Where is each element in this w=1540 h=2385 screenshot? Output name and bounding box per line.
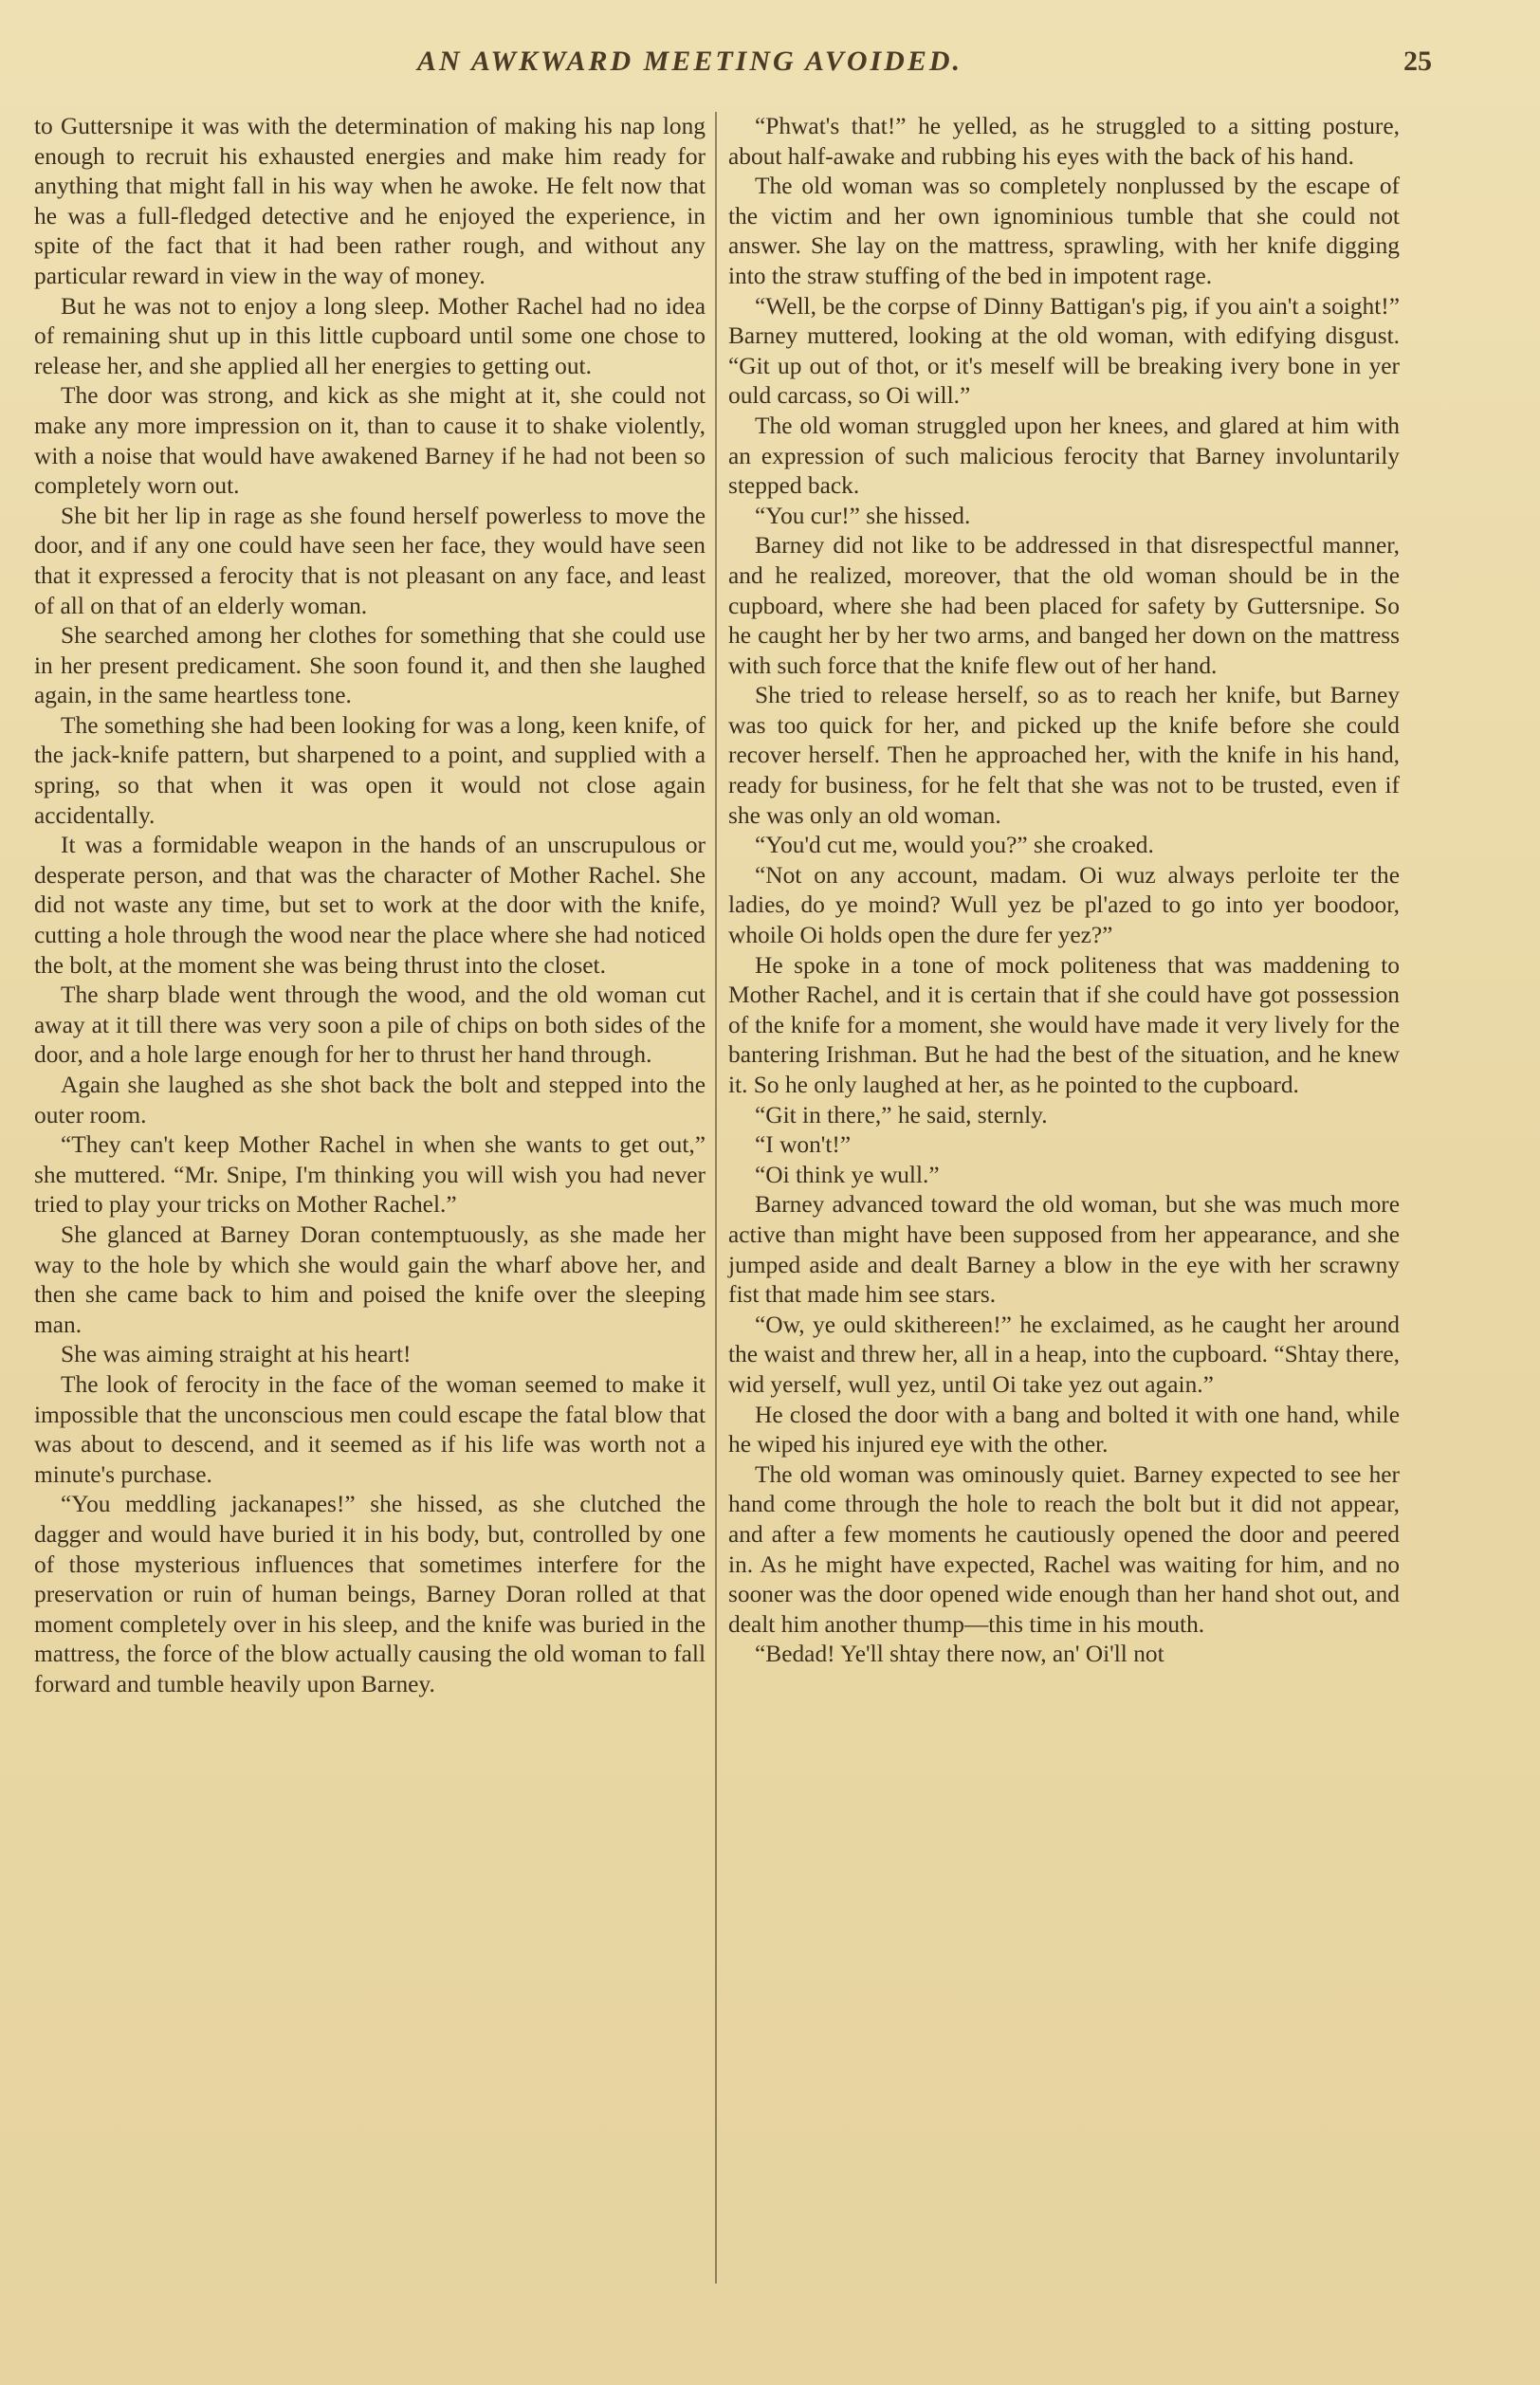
- paragraph: She tried to release herself, so as to reach her knife, but Barney was too quick for her, and picked up the knife before she could recover herself. Then he approached her, with the knife in his hand, ready for business, for he felt that she was not to be trusted, even if she was only an old woman.: [728, 682, 1400, 829]
- paragraph: “You cur!” she hissed.: [755, 502, 971, 529]
- paragraph: “They can't keep Mother Rachel in when she wants to get out,” she muttered. “Mr. Snipe, I'm thinking you will wish you had never tried to play your tricks on Mother Rachel.”: [34, 1131, 706, 1219]
- paragraph: It was a formidable weapon in the hands of an unscrupulous or desperate person, and that was the character of Mother Rachel. She did not waste any time, but set to work at the door with the knife, cutting a hole through the wood near the place where she had noticed the bolt, at the moment she was being thrust into the closet.: [34, 832, 706, 979]
- paragraph: “Git in there,” he said, sternly.: [755, 1101, 1048, 1128]
- running-title: AN AWKWARD MEETING AVOIDED.: [417, 46, 963, 77]
- paragraph: Barney did not like to be addressed in that disrespectful manner, and he realized, moreover, that the old woman should be in the cupboard, where she had been placed for safety by Guttersnipe. So he caught her by her two arms, and banged her down on the mattress with such force that the knife flew out of her hand.: [728, 532, 1400, 679]
- paragraph: The old woman was so completely nonplussed by the escape of the victim and her own ignominious tumble that she could not answer. She lay on the mattress, sprawling, with her knife digging into the straw stuffing of the bed in impotent rage.: [728, 173, 1400, 289]
- paragraph: She bit her lip in rage as she found herself powerless to move the door, and if any one could have seen her face, they would have seen that it expressed a ferocity that is not pleasant on any face, and least of all on that of an elderly woman.: [34, 502, 706, 619]
- paragraph: “Oi think ye wull.”: [755, 1161, 940, 1188]
- paragraph: Barney advanced toward the old woman, but she was much more active than might have been supposed from her appearance, and she jumped aside and dealt Barney a blow in the eye with her scrawny fist that made him see stars.: [728, 1191, 1400, 1309]
- paragraph: The look of ferocity in the face of the woman seemed to make it impossible that the unconscious men could escape the fatal blow that was about to descend, and it seemed as if his life was worth not a minute's purchase.: [34, 1370, 706, 1488]
- paragraph: “You meddling jackanapes!” she hissed, as she clutched the dagger and would have buried it in his body, but, controlled by one of those mysterious influences that sometimes interfere for the preservation or ruin of human beings, Barney Doran rolled at that moment completely over in his sleep, and the knife was buried in the mattress, the force of the blow actually causing the old woman to fall forward and tumble heavily upon Barney.: [34, 1491, 706, 1697]
- paragraph: The door was strong, and kick as she might at it, she could not make any more impression on it, than to cause it to shake violently, with a noise that would have awakened Barney if he had not been so completely worn out.: [34, 382, 706, 500]
- page-header: [38, 46, 1432, 83]
- paragraph: She was aiming straight at his heart!: [61, 1341, 412, 1368]
- paragraph: to Guttersnipe it was with the determination of making his nap long enough to recruit his exhausted energies and make him ready for anything that might fall in his way when he awoke. He felt now that he was a full-fledged detective and he enjoyed the experience, in spite of the fact that it had been rather rough, and without any particular reward in view in the way of money.: [34, 113, 706, 289]
- paragraph: The old woman struggled upon her knees, and glared at him with an expression of such malicious ferocity that Barney involuntarily stepped back.: [728, 412, 1400, 500]
- paragraph: “Ow, ye ould skithereen!” he exclaimed, as he caught her around the waist and threw her, all in a heap, into the cupboard. “Shtay there, wid yerself, wull yez, until Oi take yez out again.”: [728, 1311, 1400, 1398]
- paragraph: “Not on any account, madam. Oi wuz always perloite ter the ladies, do ye moind? Wull yez be pl'azed to go into yer boodoor, whoile Oi holds open the dure fer yez?”: [728, 861, 1400, 949]
- paragraph: “You'd cut me, would you?” she croaked.: [755, 832, 1154, 859]
- paragraph: “Bedad! Ye'll shtay there now, an' Oi'll not: [755, 1641, 1164, 1668]
- paragraph: But he was not to enjoy a long sleep. Mother Rachel had no idea of remaining shut up in this little cupboard until some one chose to release her, and she applied all her energies to getting out.: [34, 292, 706, 379]
- paragraph: She glanced at Barney Doran contemptuously, as she made her way to the hole by which she would gain the wharf above her, and then she came back to him and poised the knife over the sleeping man.: [34, 1220, 706, 1338]
- paragraph: The old woman was ominously quiet. Barney expected to see her hand come through the hole to reach the bolt but it did not appear, and after a few moments he cautiously opened the door and peered in. As he might have expected, Rachel was waiting for him, and no sooner was the door opened wide enough than her hand shot out, and dealt him another thump—this time in his mouth.: [728, 1460, 1400, 1638]
- paragraph: He spoke in a tone of mock politeness that was maddening to Mother Rachel, and it is certain that if she could have got possession of the knife for a moment, she would have made it very lively for the bantering Irishman. But he had the best of the situation, and he knew it. So he only laughed at her, as he pointed to the cupboard.: [728, 951, 1400, 1098]
- page-number: 25: [1403, 46, 1432, 77]
- paragraph: “Well, be the corpse of Dinny Battigan's pig, if you ain't a soight!” Barney muttered, looking at the old woman, with edifying disgust. “Git up out of thot, or it's meself will be breaking ivery bone in yer ould carcass, so Oi will.”: [728, 292, 1400, 410]
- paragraph: She searched among her clothes for something that she could use in her present predicament. She soon found it, and then she laughed again, in the same heartless tone.: [34, 622, 706, 709]
- column-divider: [715, 112, 717, 2284]
- paragraph: He closed the door with a bang and bolted it with one hand, while he wiped his injured eye with the other.: [728, 1401, 1400, 1459]
- left-column: [34, 112, 706, 1699]
- paragraph: Again she laughed as she shot back the bolt and stepped into the outer room.: [34, 1072, 706, 1128]
- paragraph: The something she had been looking for was a long, keen knife, of the jack-knife pattern, but sharpened to a point, and supplied with a spring, so that when it was open it would not close again accidentally.: [34, 711, 706, 829]
- right-column: [728, 112, 1400, 1670]
- paragraph: “I won't!”: [755, 1131, 852, 1159]
- paragraph: “Phwat's that!” he yelled, as he struggled to a sitting posture, about half-awake and rubbing his eyes with the back of his hand.: [728, 113, 1400, 170]
- paragraph: The sharp blade went through the wood, and the old woman cut away at it till there was very soon a pile of chips on both sides of the door, and a hole large enough for her to thrust her hand through.: [34, 982, 706, 1069]
